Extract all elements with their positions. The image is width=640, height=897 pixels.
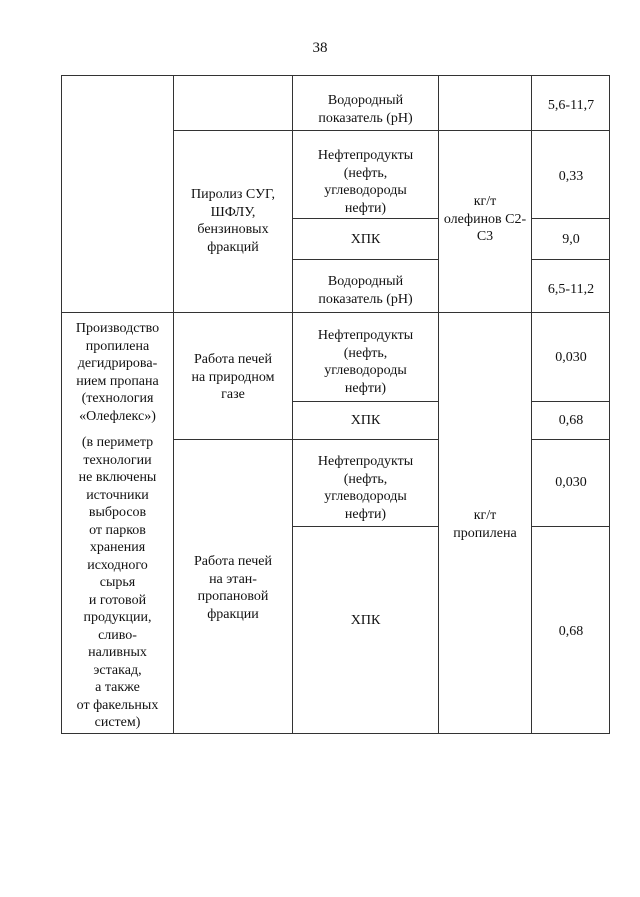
rule-h-oil3 bbox=[292, 526, 438, 527]
value-oil-pyrolysis: 0,33 bbox=[558, 169, 584, 184]
process-note: (в периметр технологии не включены источники выбросов от парков хранения исходного сырья и готовой продукции, сливо- наливных эстакад, а также от факельных систем) bbox=[76, 435, 159, 730]
group-pyrolysis: Пиролиз СУГ, ШФЛУ, бензиновых фракций bbox=[190, 187, 275, 255]
value-oil-ethane-propane: 0,030 bbox=[555, 475, 587, 490]
group-natural-gas: Работа печей на природном газе bbox=[191, 352, 275, 402]
indicators-table bbox=[61, 75, 610, 734]
group-ethane-propane: Работа печей на этан- пропановой фракции bbox=[193, 554, 273, 622]
unit-propylene: кг/т пропилена bbox=[453, 508, 517, 541]
indicator-cod-ethane-propane: ХПК bbox=[350, 613, 381, 628]
indicator-oil-ethane-propane: Нефтепродукты (нефть, углеводороды нефти) bbox=[317, 454, 414, 522]
rule-h-section bbox=[62, 312, 610, 313]
rule-v3 bbox=[438, 76, 439, 733]
rule-h-oil2 bbox=[292, 401, 438, 402]
rule-h-cod1-val bbox=[531, 259, 610, 260]
rule-h-cod1 bbox=[292, 259, 438, 260]
value-cod-pyrolysis: 9,0 bbox=[562, 232, 580, 247]
indicator-oil-pyrolysis: Нефтепродукты (нефть, углеводороды нефти) bbox=[317, 148, 414, 216]
rule-h-row1 bbox=[173, 130, 610, 131]
rule-h-oil1-val bbox=[531, 218, 610, 219]
rule-h-oil1 bbox=[292, 218, 438, 219]
value-ph-pyrolysis: 6,5-11,2 bbox=[547, 282, 595, 297]
value-cod-ethane-propane: 0,68 bbox=[558, 624, 584, 639]
value-ph-top: 5,6-11,7 bbox=[547, 98, 595, 113]
page-number: 38 bbox=[312, 40, 328, 56]
rule-v1 bbox=[173, 76, 174, 733]
process-title: Производство пропилена дегидрирова- нием пропана (технология «Олефлекс») bbox=[75, 321, 160, 424]
indicator-ph-top: Водородный показатель (рН) bbox=[318, 93, 413, 126]
rule-h-oil2-val bbox=[531, 401, 610, 402]
indicator-oil-natural-gas: Нефтепродукты (нефть, углеводороды нефти) bbox=[317, 328, 414, 396]
indicator-cod-natural-gas: ХПК bbox=[350, 413, 381, 428]
unit-olefins: кг/т олефинов С2- С3 bbox=[443, 194, 527, 244]
indicator-cod-pyrolysis: ХПК bbox=[350, 232, 381, 247]
indicator-ph-pyrolysis: Водородный показатель (рН) bbox=[318, 274, 413, 307]
value-oil-natural-gas: 0,030 bbox=[555, 350, 587, 365]
value-cod-natural-gas: 0,68 bbox=[558, 413, 584, 428]
rule-h-subgroup-val bbox=[531, 439, 610, 440]
rule-h-subgroup bbox=[173, 439, 438, 440]
rule-h-oil3-val bbox=[531, 526, 610, 527]
